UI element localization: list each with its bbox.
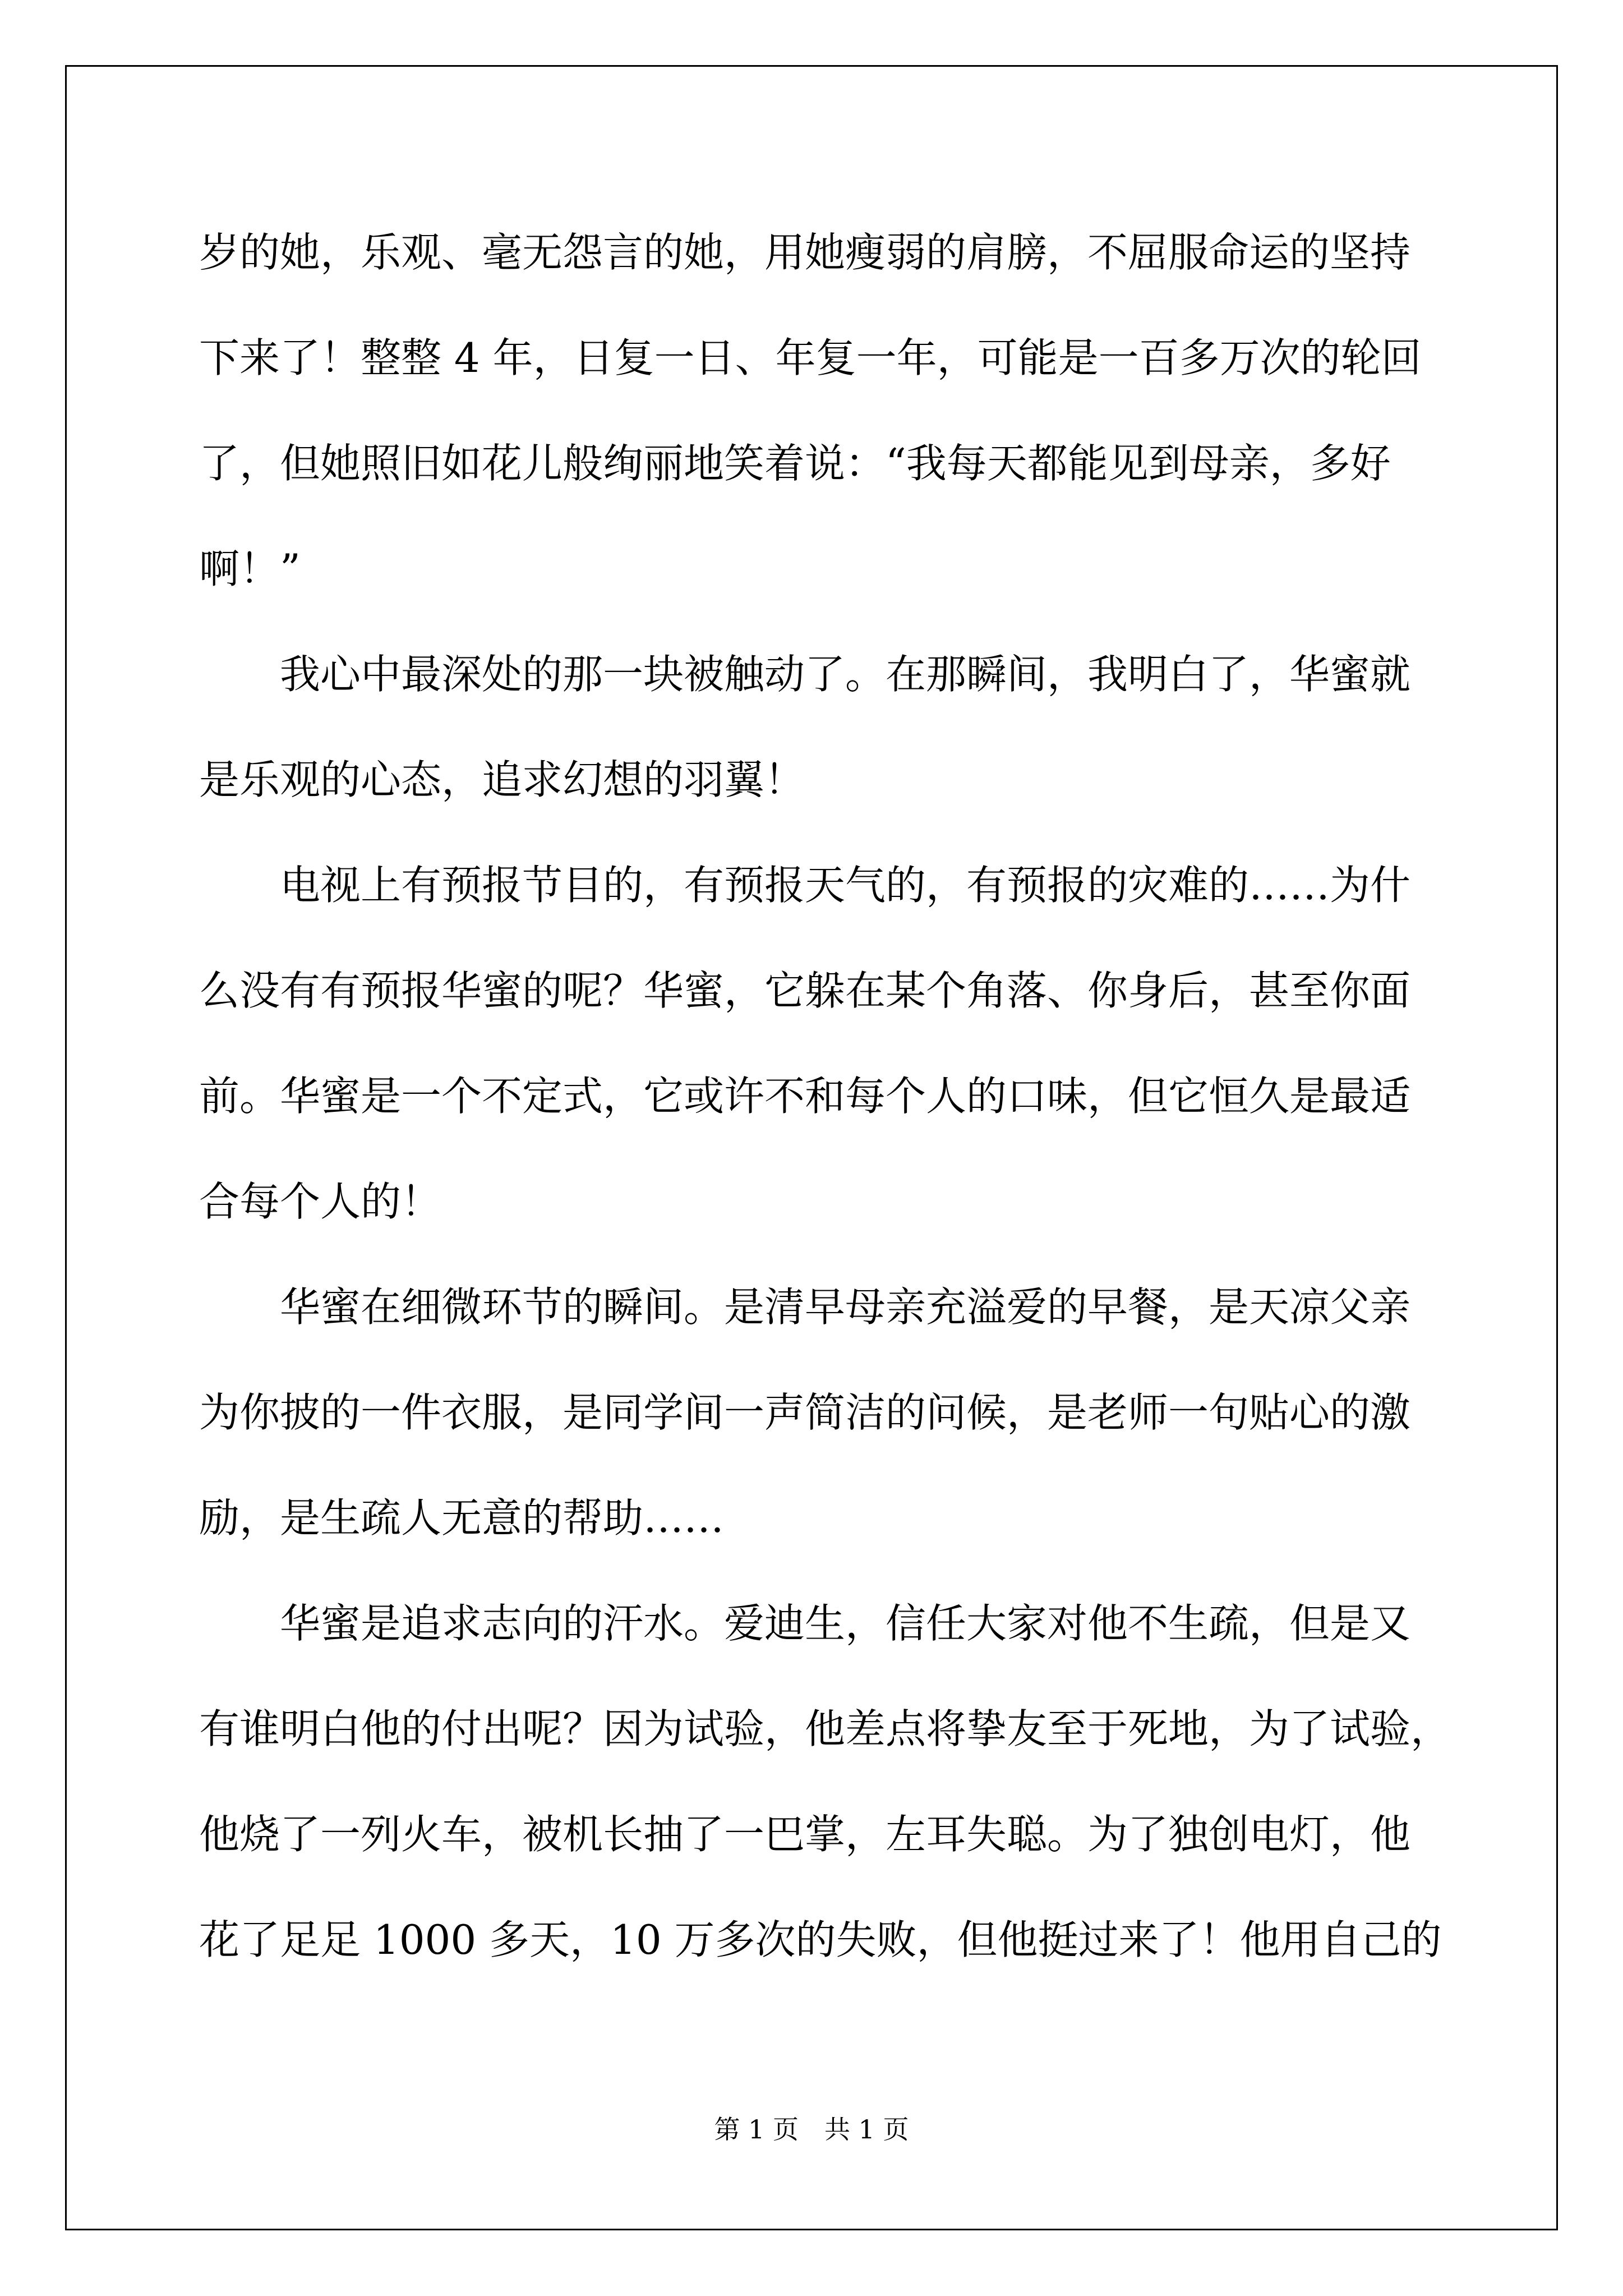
text-line: 么没有有预报华蜜的呢？华蜜，它躲在某个角落、你身后，甚至你面	[199, 967, 1411, 1014]
document-body	[199, 200, 1451, 1993]
paragraph-start-line: 我心中最深处的那一块被触动了。在那瞬间，我明白了，华蜜就	[280, 651, 1411, 698]
text-line: 下来了！整整 4 年，日复一日、年复一年，可能是一百多万次的轮回	[199, 334, 1422, 381]
text-line: 有谁明白他的付出呢？因为试验，他差点将挚友至于死地，为了试验，	[199, 1705, 1451, 1752]
paragraph-start-line: 华蜜是追求志向的汗水。爱迪生，信任大家对他不生疏，但是又	[280, 1600, 1411, 1647]
text-line: 花了足足 1000 多天，10 万多次的失败，但他挺过来了！他用自己的	[199, 1916, 1442, 1963]
text-line: 岁的她，乐观、毫无怨言的她，用她瘦弱的肩膀，不屈服命运的坚持	[199, 229, 1411, 276]
paragraph-start-line: 华蜜在细微环节的瞬间。是清早母亲充溢爱的早餐，是天凉父亲	[280, 1283, 1411, 1331]
paragraph-start-line: 电视上有预报节目的，有预报天气的，有预报的灾难的……为什	[280, 862, 1411, 909]
text-line: 为你披的一件衣服，是同学间一声简洁的问候，是老师一句贴心的激	[199, 1389, 1411, 1436]
text-line: 了，但她照旧如花儿般绚丽地笑着说：“我每天都能见到母亲，多好	[199, 440, 1391, 487]
text-line: 是乐观的心态，追求幻想的羽翼！	[199, 756, 805, 803]
page-number-footer: 第 1 页 共 1 页	[714, 2114, 909, 2145]
text-line: 前。华蜜是一个不定式，它或许不和每个人的口味，但它恒久是最适	[199, 1073, 1411, 1120]
text-line: 励，是生疏人无意的帮助……	[199, 1494, 725, 1542]
text-line: 啊！”	[199, 545, 301, 592]
text-line: 他烧了一列火车，被机长抽了一巴掌，左耳失聪。为了独创电灯，他	[199, 1811, 1411, 1858]
text-line: 合每个人的！	[199, 1178, 442, 1225]
